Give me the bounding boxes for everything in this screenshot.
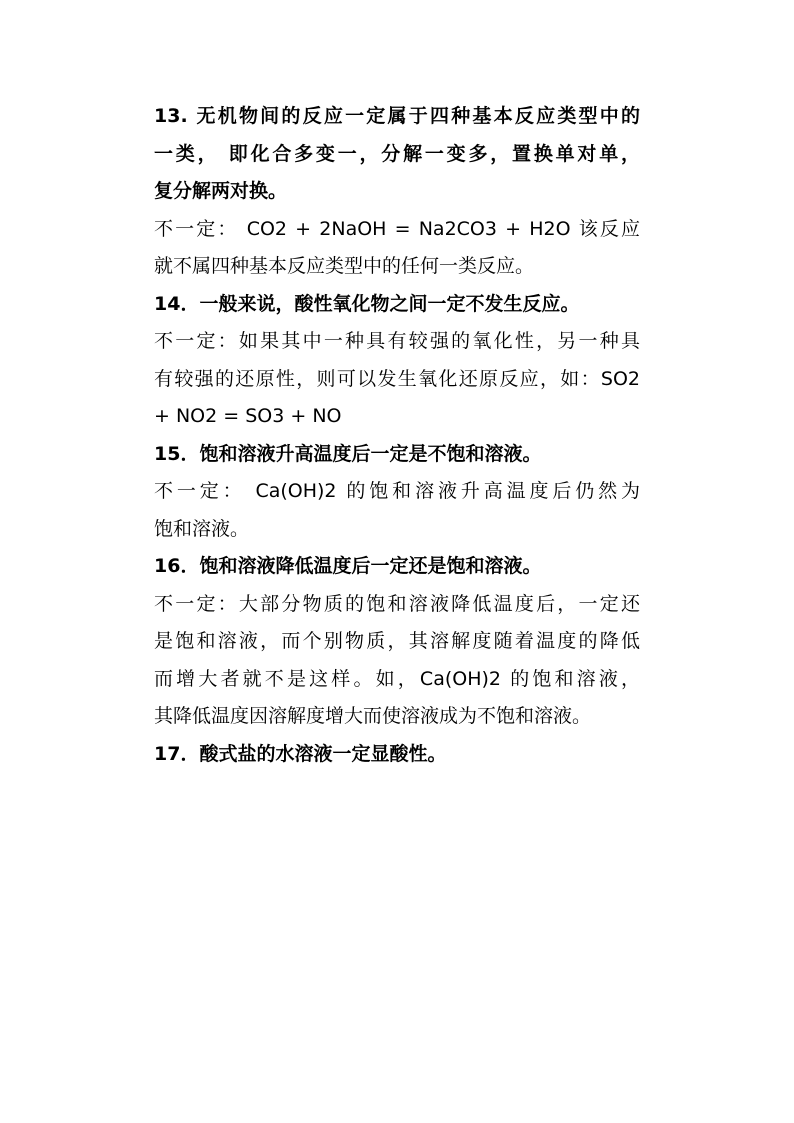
answer-line: 不一定：大部分物质的饱和溶液降低温度后，一定还 — [154, 592, 640, 615]
question-line: 17．酸式盐的水溶液一定显酸性。 — [154, 742, 447, 765]
answer-line: 是饱和溶液，而个别物质，其溶解度随着温度的降低 — [154, 630, 640, 652]
question-line: 16．饱和溶液降低温度后一定还是饱和溶液。 — [154, 555, 542, 577]
question-line: 15．饱和溶液升高温度后一定是不饱和溶液。 — [154, 442, 542, 465]
question-17 — [154, 736, 640, 774]
answer-line: 不一定： Ca(OH)2 的饱和溶液升高温度后仍然为 — [154, 480, 640, 502]
answer-line: 其降低温度因溶解度增大而使溶液成为不饱和溶液。 — [154, 705, 592, 727]
question-line: 一类， 即化合多变一，分解一变多，置换单对单， — [154, 142, 640, 165]
answer-line: 不一定：如果其中一种具有较强的氧化性，另一种具 — [154, 330, 640, 352]
question-16 — [154, 548, 640, 586]
question-line: 复分解两对换。 — [154, 180, 288, 202]
answer-line: 有较强的还原性，则可以发生氧化还原反应，如：SO2 — [154, 367, 640, 390]
question-15 — [154, 436, 640, 474]
answer-line: 就不属四种基本反应类型中的任何一类反应。 — [154, 255, 535, 277]
answer-15 — [154, 473, 640, 548]
answer-line: 饱和溶液。 — [154, 517, 250, 540]
question-13 — [154, 98, 640, 211]
answer-16 — [154, 586, 640, 736]
answer-line: 不一定： CO2 + 2NaOH = Na2CO3 + H2O 该反应 — [154, 217, 640, 240]
question-line: 14．一般来说，酸性氧化物之间一定不发生反应。 — [154, 292, 580, 315]
answer-line: 而增大者就不是这样。如，Ca(OH)2 的饱和溶液， — [154, 667, 640, 690]
answer-13 — [154, 211, 640, 286]
question-line: 13. 无机物间的反应一定属于四种基本反应类型中的 — [154, 105, 640, 127]
question-14 — [154, 286, 640, 324]
answer-14 — [154, 323, 640, 436]
document-page — [154, 98, 640, 773]
answer-line: + NO2 = SO3 + NO — [154, 405, 342, 427]
